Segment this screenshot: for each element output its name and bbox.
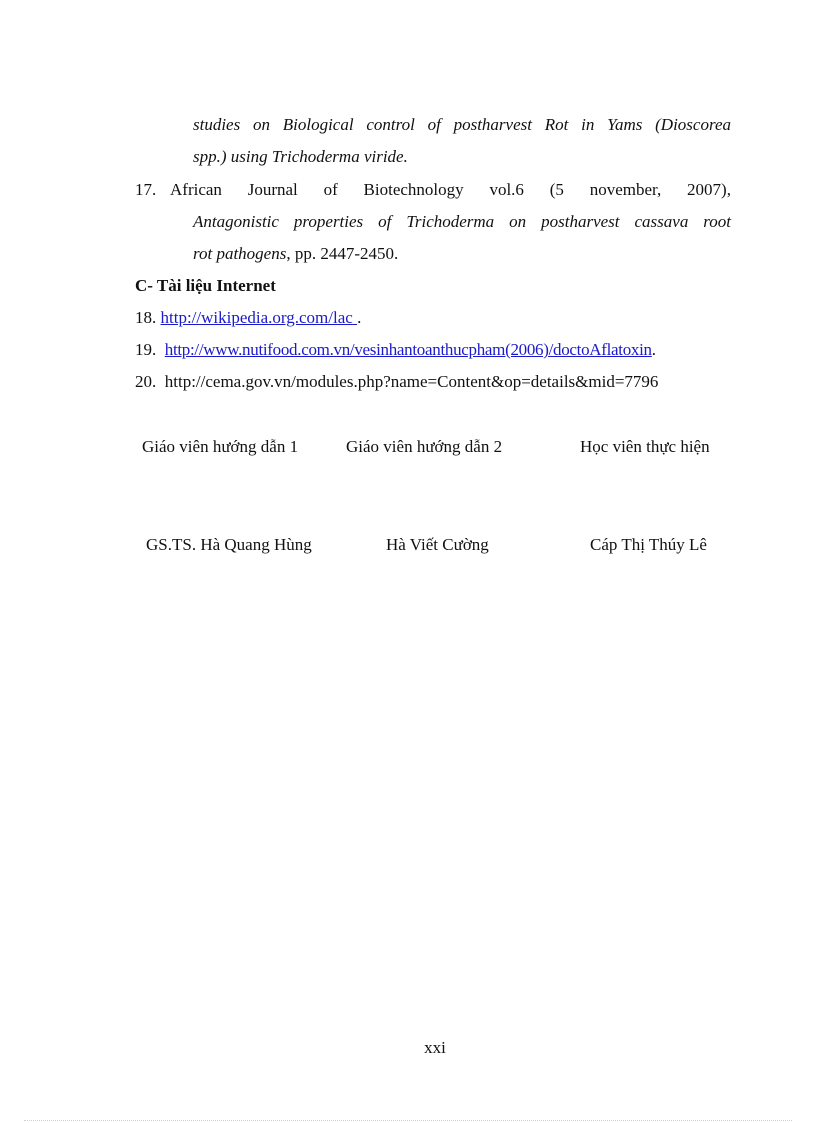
ref20-text: http://cema.gov.vn/modules.php?name=Content&op=details&mid=7796 <box>164 372 659 391</box>
ref17-word: vol.6 <box>489 180 524 199</box>
ref17-word: African <box>170 180 222 199</box>
signature-name-advisor-2: Hà Viết Cường <box>386 535 489 554</box>
ref17-line2: Antagonistic properties of Trichoderma on postharvest cassava root <box>193 212 731 231</box>
ref17-word: Biotechnology <box>363 180 464 199</box>
signature-role-advisor-1: Giáo viên hướng dẫn 1 <box>142 437 299 456</box>
ref17-line3 <box>193 244 398 264</box>
ref17-word: 2007), <box>687 180 731 199</box>
ref17-italic-title: rot pathogens <box>193 244 287 263</box>
ref17-line1 <box>170 180 731 200</box>
internet-ref-18 <box>135 308 361 328</box>
ref17-word: Journal <box>247 180 298 199</box>
ref18-number: 18. <box>135 308 157 327</box>
ref19-suffix: . <box>651 340 656 359</box>
ref20-number: 20. <box>135 372 157 391</box>
signature-name-advisor-1: GS.TS. Hà Quang Hùng <box>146 535 312 554</box>
page-number: xxi <box>424 1038 446 1057</box>
signature-role-advisor-2: Giáo viên hướng dẫn 2 <box>346 437 503 456</box>
ref16-line1: studies on Biological control of postharvest Rot in Yams (Dioscorea <box>193 115 731 134</box>
signature-role-student: Học viên thực hiện <box>580 437 710 456</box>
ref18-link[interactable]: http://wikipedia.org.com/lac <box>160 308 358 327</box>
ref17-word: (5 <box>549 180 564 199</box>
section-c-heading: C- Tài liệu Internet <box>135 276 276 295</box>
page-bottom-divider <box>24 1120 792 1121</box>
ref17-number: 17. <box>135 180 157 199</box>
ref16-line2: spp.) using Trichoderma viride. <box>193 147 408 166</box>
ref17-word: november, <box>589 180 662 199</box>
internet-ref-19 <box>135 340 656 360</box>
ref17-pages: , pp. 2447-2450. <box>286 244 399 263</box>
internet-ref-20 <box>135 372 658 392</box>
ref18-suffix: . <box>357 308 362 327</box>
signature-name-student: Cáp Thị Thúy Lê <box>590 535 707 554</box>
ref19-number: 19. <box>135 340 157 359</box>
ref19-link[interactable]: http://www.nutifood.com.vn/vesinhantoanthucpham(2006)/doctoAflatoxin <box>164 340 652 359</box>
ref17-word: of <box>323 180 338 199</box>
